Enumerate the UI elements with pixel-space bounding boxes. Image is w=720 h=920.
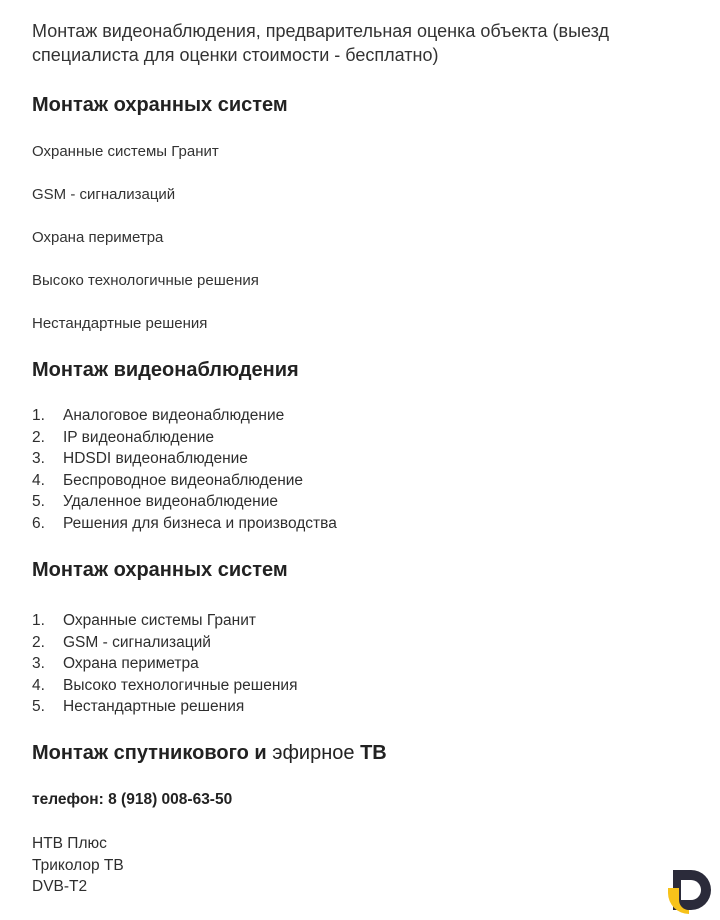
security-item-custom: Нестандартные решения — [32, 315, 208, 332]
intro-paragraph: Монтаж видеонаблюдения, предварительная оценка объекта (выезд специалиста для оценки стоимости - бесплатно) — [32, 21, 609, 65]
list-item: 3. Охрана периметра — [32, 655, 199, 673]
brand-logo-icon — [665, 864, 717, 916]
list-item: 1. Охранные системы Гранит — [32, 612, 256, 629]
list-item: 1. Аналоговое видеонаблюдение — [32, 407, 285, 424]
tv-channel-dvb: DVB-T2 — [32, 878, 88, 895]
tv-channel-tricolor: Триколор ТВ — [32, 856, 124, 874]
tv-heading-end: ТВ — [360, 742, 387, 764]
list-item: 3. HDSDI видеонаблюдение — [32, 450, 248, 468]
tv-channel-list — [32, 833, 124, 898]
section-heading-security-1: Монтаж охранных систем — [32, 94, 288, 116]
video-list — [32, 405, 337, 535]
tv-channel-ntv: НТВ Плюс — [32, 835, 107, 852]
list-item: 2. GSM - сигнализаций — [32, 633, 211, 651]
security-item-granit: Охранные системы Гранит — [32, 143, 219, 160]
tv-heading-bold: Монтаж спутникового и — [32, 742, 267, 764]
section-heading-security-2: Монтаж охранных систем — [32, 559, 288, 581]
section-heading-video: Монтаж видеонаблюдения — [32, 359, 299, 381]
security-item-gsm: GSM - сигнализаций — [32, 186, 176, 203]
list-item: 2. IP видеонаблюдение — [32, 428, 215, 446]
section-heading-tv — [32, 740, 387, 766]
list-item: 6. Решения для бизнеса и производства — [32, 514, 337, 532]
tv-heading-light: эфирное — [272, 742, 355, 764]
phone-number: телефон: 8 (918) 008-63-50 — [32, 791, 233, 808]
security-list — [32, 610, 297, 718]
list-item: 4. Беспроводное видеонаблюдение — [32, 471, 304, 489]
list-item: 4. Высоко технологичные решения — [32, 676, 298, 694]
list-item: 5. Нестандартные решения — [32, 698, 245, 716]
security-item-perimeter: Охрана периметра — [32, 229, 164, 246]
security-item-hightech: Высоко технологичные решения — [32, 272, 259, 289]
list-item: 5. Удаленное видеонаблюдение — [32, 493, 279, 511]
